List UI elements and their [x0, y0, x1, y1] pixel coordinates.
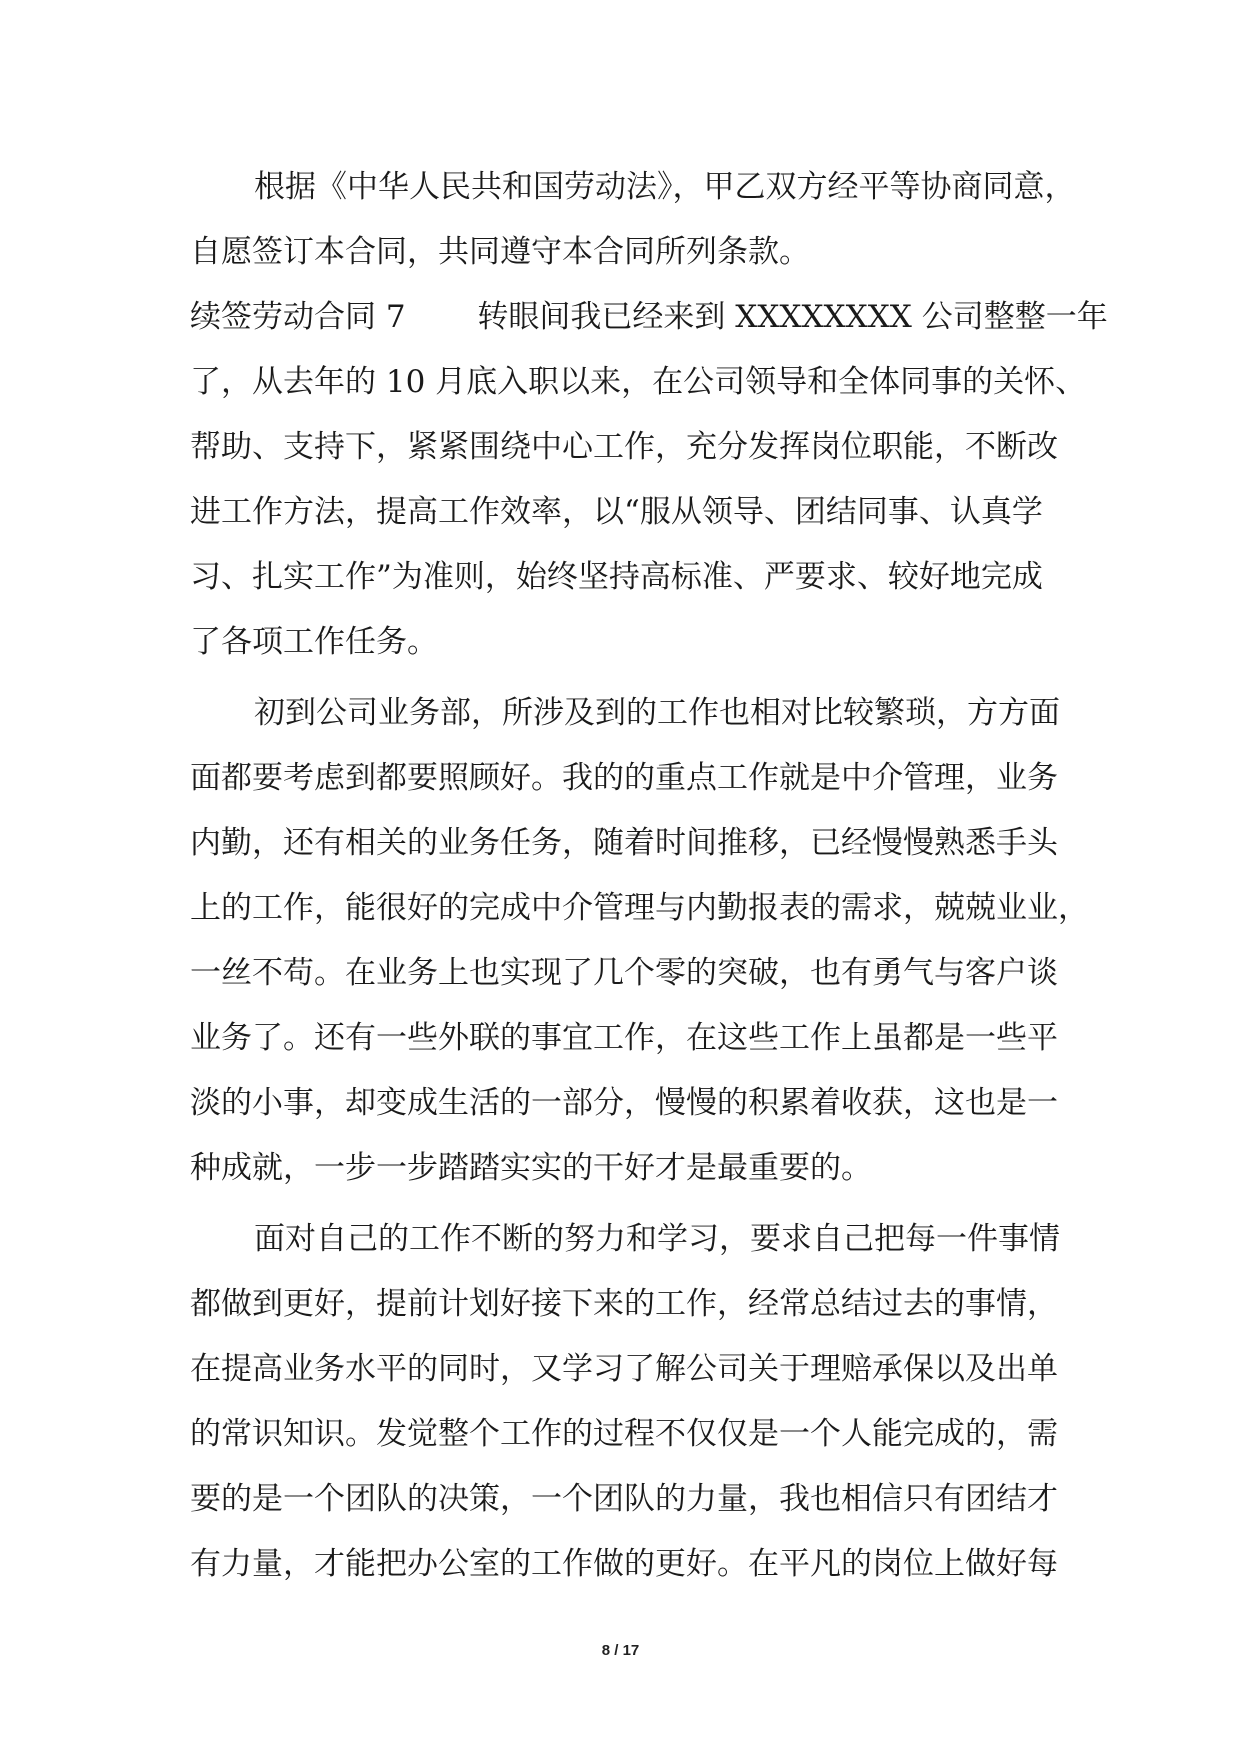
text-line: 内勤，还有相关的业务任务，随着时间推移，已经慢慢熟悉手头 — [190, 825, 1058, 861]
text-line: 种成就，一步一步踏踏实实的干好才是最重要的。 — [190, 1150, 872, 1186]
text-line: 习、扎实工作”为准则，始终坚持高标准、严要求、较好地完成 — [190, 559, 1043, 595]
paragraph-business-dept — [190, 681, 1089, 1201]
text-line: 要的是一个团队的决策，一个团队的力量，我也相信只有团结才 — [190, 1481, 1058, 1517]
text-line: 都做到更好，提前计划好接下来的工作，经常总结过去的事情， — [190, 1286, 1058, 1322]
text-line: 上的工作，能很好的完成中介管理与内勤报表的需求，兢兢业业， — [190, 890, 1089, 926]
text-line: 帮助、支持下，紧紧围绕中心工作，充分发挥岗位职能，不断改 — [190, 429, 1058, 465]
text-line: 业务了。还有一些外联的事宜工作，在这些工作上虽都是一些平 — [190, 1020, 1058, 1056]
text-line: 面都要考虑到都要照顾好。我的的重点工作就是中介管理，业务 — [190, 760, 1058, 796]
text-line: 的常识知识。发觉整个工作的过程不仅仅是一个人能完成的，需 — [190, 1416, 1058, 1452]
text-line: 根据《中华人民共和国劳动法》，甲乙双方经平等协商同意， — [254, 169, 1076, 205]
text-line: 了各项工作任务。 — [190, 624, 438, 660]
text-line: 有力量，才能把办公室的工作做的更好。在平凡的岗位上做好每 — [190, 1546, 1058, 1582]
text-line: 淡的小事，却变成生活的一部分，慢慢的积累着收获，这也是一 — [190, 1085, 1058, 1121]
text-line: 初到公司业务部，所涉及到的工作也相对比较繁琐，方方面 — [254, 695, 1060, 731]
text-line: 进工作方法，提高工作效率，以“服从领导、团结同事、认真学 — [190, 494, 1043, 530]
paragraph-labor-law — [190, 155, 1076, 285]
text-line: 了，从去年的 10 月底入职以来，在公司领导和全体同事的关怀、 — [190, 364, 1087, 400]
text-line: 续签劳动合同 7 转眼间我已经来到 XXXXXXXX 公司整整一年 — [190, 299, 1108, 335]
page-number: 8 / 17 — [601, 1642, 640, 1659]
text-line: 一丝不苟。在业务上也实现了几个零的突破，也有勇气与客户谈 — [190, 955, 1058, 991]
text-line: 在提高业务水平的同时，又学习了解公司关于理赔承保以及出单 — [190, 1351, 1058, 1387]
paragraph-renewal-intro — [190, 285, 1108, 675]
text-line: 面对自己的工作不断的努力和学习，要求自己把每一件事情 — [254, 1221, 1060, 1257]
paragraph-self-improvement — [190, 1207, 1060, 1597]
text-line: 自愿签订本合同，共同遵守本合同所列条款。 — [190, 234, 810, 270]
document-body — [190, 155, 1108, 1597]
